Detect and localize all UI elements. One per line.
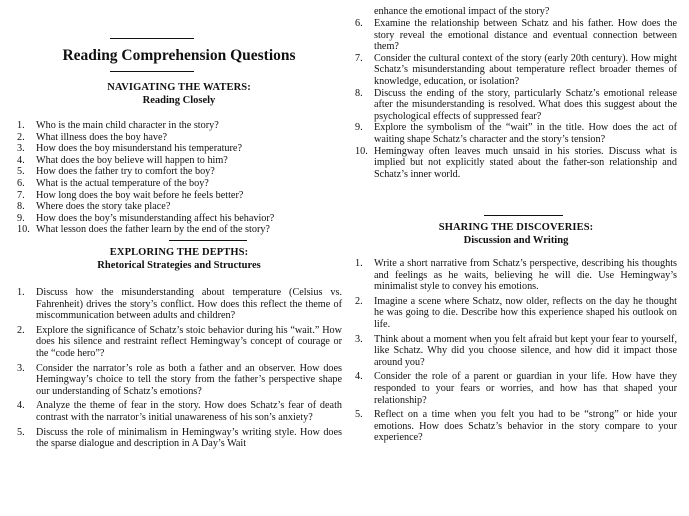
question-number: 6. xyxy=(355,18,363,29)
rhetorical-question xyxy=(17,287,342,322)
discussion-prompt xyxy=(355,409,677,444)
question-text: Discuss the role of minimalism in Hemingway’s writing style. How does the sparse dialogue and description in A Day’s Wait xyxy=(36,426,342,450)
question-text: Reflect on a time when you felt you had to be “strong” or hide your emotions. How does Schatz’s behavior in the story compare to your experience? xyxy=(374,409,677,444)
section3-rule xyxy=(484,215,563,216)
question-number: 9. xyxy=(17,212,25,224)
question-text: Explore the symbolism of the “wait” in the title. How does the act of waiting shape Schatz’s character and the story’s tension? xyxy=(374,122,677,145)
question-text: What does the boy believe will happen to him? xyxy=(36,154,228,166)
question-text: Write a short narrative from Schatz’s perspective, describing his thoughts and feelings as he waits, believing he will die. Use Hemingway’s minimalist style to convey his emotions. xyxy=(374,258,677,293)
rhetorical-question xyxy=(17,427,342,450)
question-number: 2. xyxy=(17,324,25,336)
reading-question xyxy=(17,224,342,236)
title-rule-bottom xyxy=(110,71,194,72)
question-text: Who is the main child character in the story? xyxy=(36,120,219,131)
question-number: 4. xyxy=(355,371,363,383)
reading-question xyxy=(17,132,342,144)
question-number: 5. xyxy=(355,409,363,421)
rhetorical-question xyxy=(17,363,342,398)
question-text: Hemingway often leaves much unsaid in his stories. Discuss what is implied but not explicitly stated about the father-son relationship and Schatz’s inner world. xyxy=(374,145,677,180)
question-number: 1. xyxy=(17,120,25,131)
reading-question xyxy=(17,155,342,167)
question-text: Think about a moment when you felt afraid but kept your fear to yourself, like Schatz. Why did you choose silence, and how did it impact those around you? xyxy=(374,333,677,368)
discussion-prompt xyxy=(355,371,677,406)
question-text: How does the boy’s misunderstanding affect his behavior? xyxy=(36,212,275,224)
question-number: 3. xyxy=(17,362,25,374)
discussion-prompt xyxy=(355,258,677,293)
reading-question xyxy=(17,166,342,178)
question-text: What illness does the boy have? xyxy=(36,131,167,143)
rhetorical-question xyxy=(355,146,677,181)
section1-heading: NAVIGATING THE WATERS: xyxy=(107,82,251,93)
rhetorical-question xyxy=(355,122,677,145)
question-number: 7. xyxy=(355,52,363,64)
rhetorical-question xyxy=(17,400,342,423)
reading-question xyxy=(17,201,342,213)
question-number: 10. xyxy=(355,145,368,157)
reading-question xyxy=(17,190,342,202)
question-text: Explore the significance of Schatz’s stoic behavior during his “wait.” How does his silence and restraint reflect Hemingway’s concept of courage or the “code hero”? xyxy=(36,324,342,359)
question-number: 1. xyxy=(17,287,25,298)
question-number: 8. xyxy=(355,87,363,99)
question-number: 2. xyxy=(355,295,363,307)
question-text: Examine the relationship between Schatz and his father. How does the story reveal the emotional distance and eventual connection between them? xyxy=(374,18,677,53)
question-number: 7. xyxy=(17,189,25,201)
title-rule-top xyxy=(110,38,194,39)
question-number: 3. xyxy=(17,143,25,155)
reading-question xyxy=(17,178,342,190)
question-number: 2. xyxy=(17,131,25,143)
section2-question-list xyxy=(17,287,342,453)
section2-rule xyxy=(169,240,247,241)
question-number: 4. xyxy=(17,400,25,412)
question-number: 5. xyxy=(17,426,25,438)
section2-subheading: Rhetorical Strategies and Structures xyxy=(97,259,261,271)
section2-header xyxy=(14,247,344,272)
question-text: Consider the role of a parent or guardian in your life. How have they responded to your fears or worries, and how has that shaped your relationship? xyxy=(374,371,677,406)
section3-heading: SHARING THE DISCOVERIES: xyxy=(438,222,594,233)
question-number: 1. xyxy=(355,258,363,269)
rhetorical-question xyxy=(355,53,677,88)
question-text: How does the boy misunderstand his temperature? xyxy=(36,143,242,155)
question-text: Discuss how the misunderstanding about temperature (Celsius vs. Fahrenheit) drives the story’s conflict. How does this reflect the theme of miscommunication between adults and children? xyxy=(36,287,342,322)
question-number: 9. xyxy=(355,122,363,134)
section3-question-list xyxy=(355,258,677,447)
rhetorical-question xyxy=(355,18,677,53)
question-text: Where does the story take place? xyxy=(36,201,171,213)
section3-subheading: Discussion and Writing xyxy=(463,234,569,246)
rhetorical-question xyxy=(355,88,677,123)
page-title: Reading Comprehension Questions xyxy=(62,47,296,64)
question-text: Consider the cultural context of the story (early 20th century). How might Schatz’s misunderstanding about temperature reflect broader themes of knowledge, education, or isolation? xyxy=(374,52,677,87)
reading-question xyxy=(17,120,342,132)
question-number: 10. xyxy=(17,224,30,236)
section1-subheading: Reading Closely xyxy=(142,94,216,106)
question-text: What lesson does the father learn by the end of the story? xyxy=(36,224,270,236)
question-number: 6. xyxy=(17,177,25,189)
discussion-prompt xyxy=(355,334,677,369)
question-text: What is the actual temperature of the boy? xyxy=(36,177,209,189)
question-number: 3. xyxy=(355,333,363,345)
reading-question xyxy=(17,213,342,225)
question-number: 4. xyxy=(17,154,25,166)
question-number: 8. xyxy=(17,201,25,213)
section1-question-list xyxy=(17,120,342,236)
question-text: Consider the narrator’s role as both a father and an observer. How does Hemingway’s choice to tell the story from the father’s perspective shape our understanding of Schatz’s emotions? xyxy=(36,362,342,397)
question-text: How does the father try to comfort the boy? xyxy=(36,166,215,178)
question-text: Discuss the ending of the story, particularly Schatz’s emotional release after the misunderstanding is resolved. What does this suggest about the psychological effects of suppressed fear? xyxy=(374,87,677,122)
rhetorical-question xyxy=(17,325,342,360)
section2-heading: EXPLORING THE DEPTHS: xyxy=(109,247,249,258)
question-text: Imagine a scene where Schatz, now older, reflects on the day he thought he was going to die. Describe how this experience shaped his outlook on life. xyxy=(374,295,677,330)
section3-header xyxy=(355,222,677,247)
section2-question-list-continued xyxy=(355,18,677,180)
section1-header xyxy=(14,82,344,107)
reading-question xyxy=(17,143,342,155)
question-text: Analyze the theme of fear in the story. How does Schatz’s fear of death contrast with the narrator’s initial unawareness of his son’s anxiety? xyxy=(36,400,342,423)
section2-continued-text: enhance the emotional impact of the story? xyxy=(374,6,550,17)
question-text: How long does the boy wait before he feels better? xyxy=(36,189,244,201)
question-number: 5. xyxy=(17,166,25,178)
discussion-prompt xyxy=(355,296,677,331)
